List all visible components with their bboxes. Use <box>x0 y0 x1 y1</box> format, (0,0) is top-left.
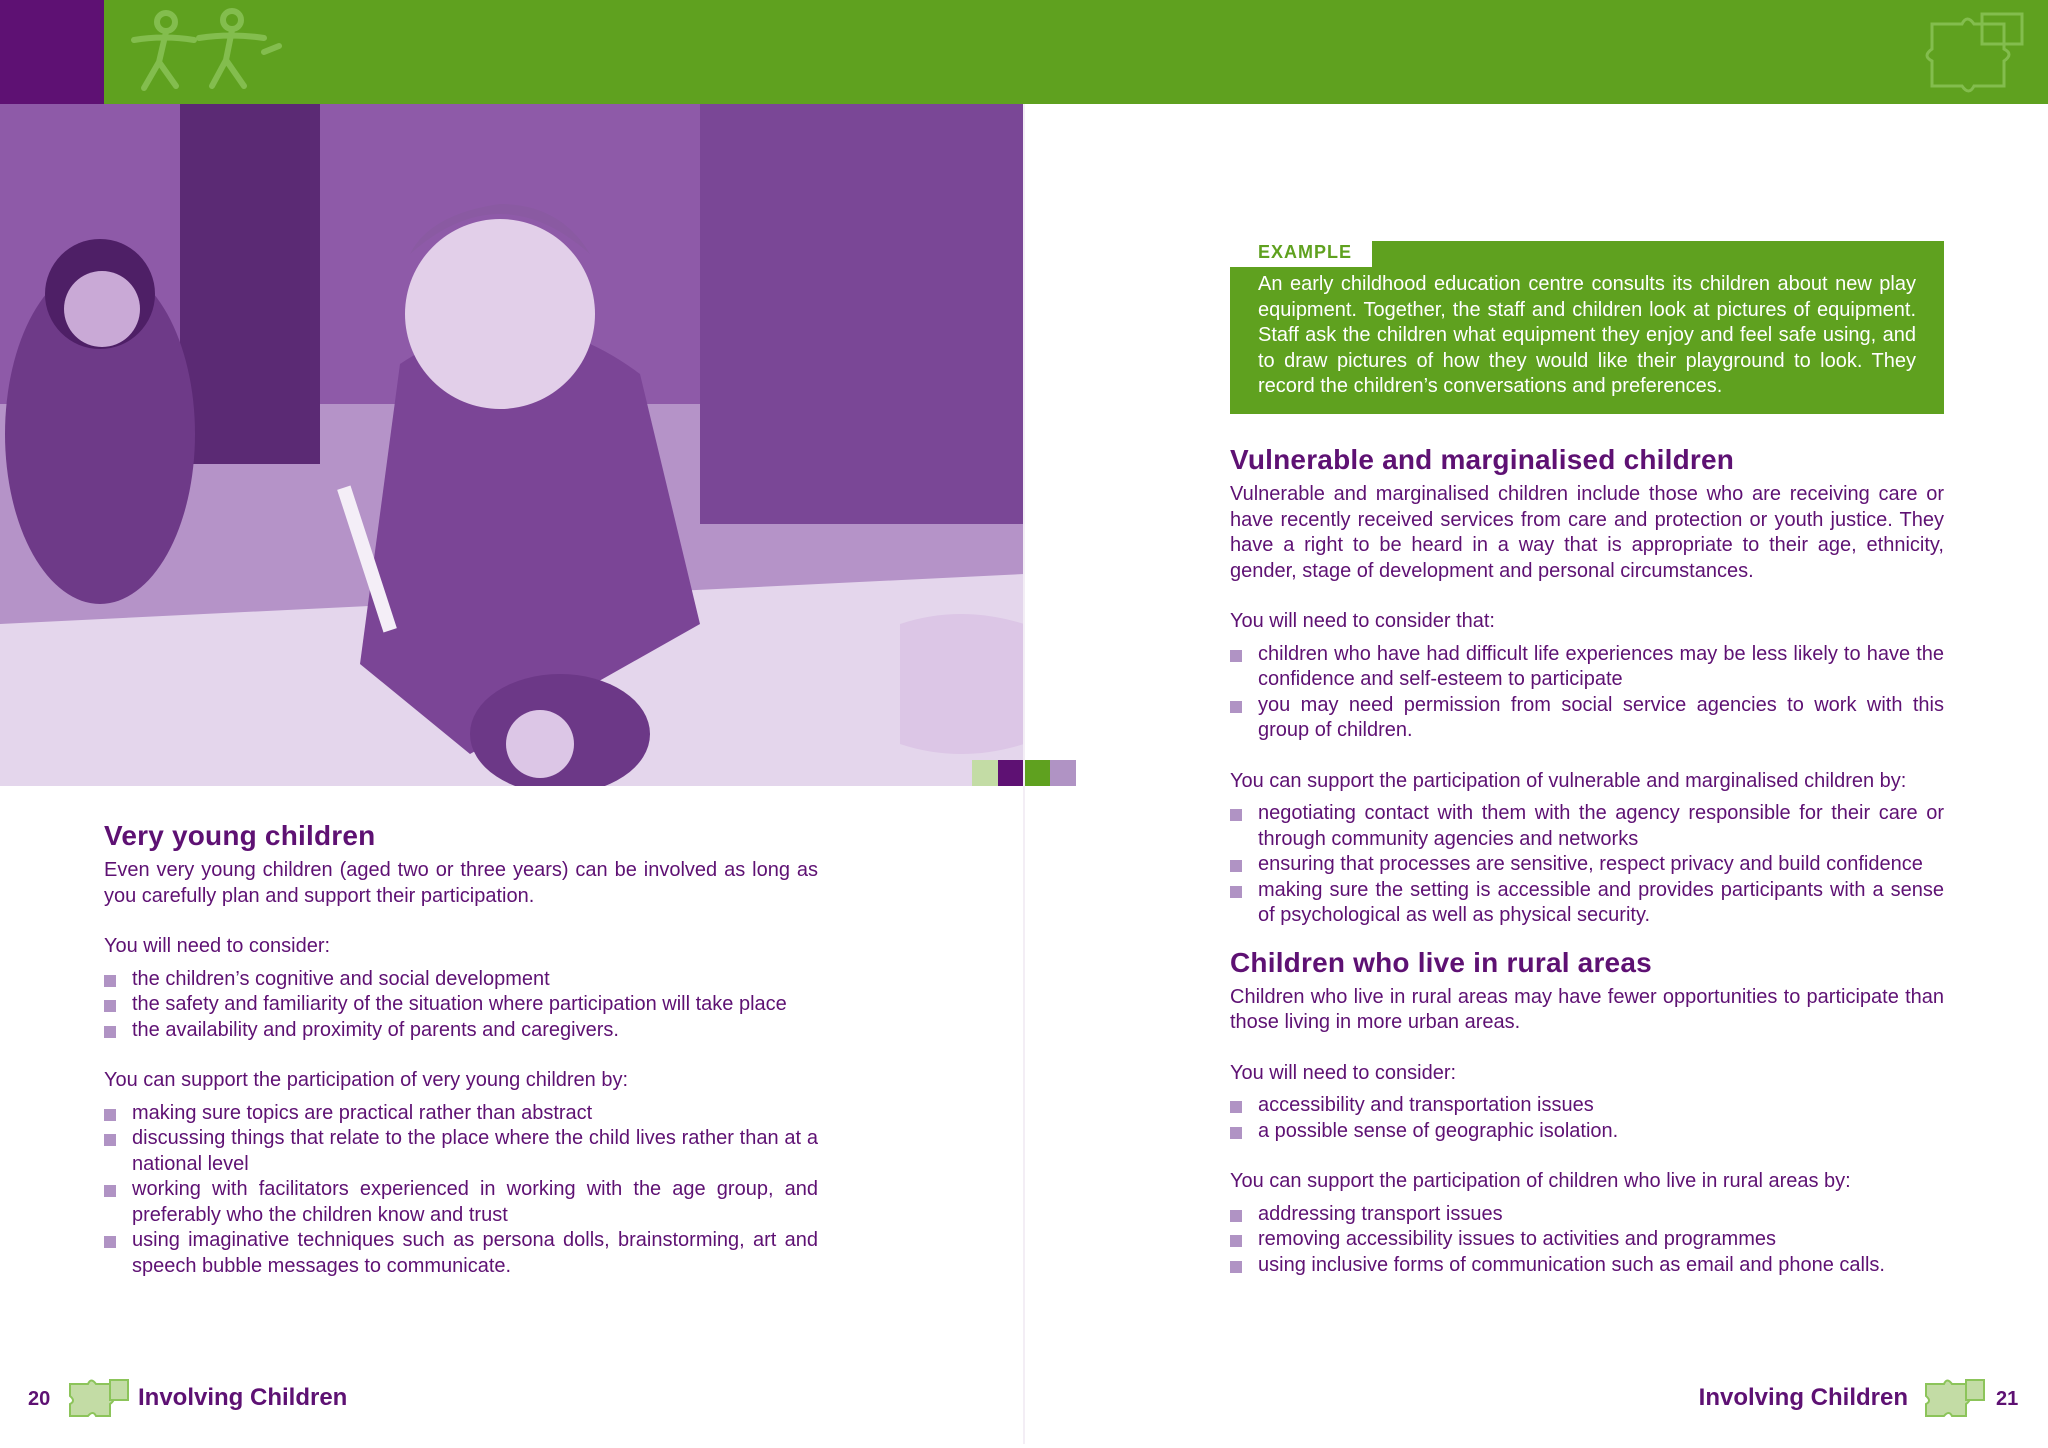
example-label: EXAMPLE <box>1230 240 1372 267</box>
paragraph: Children who live in rural areas may have fewer opportunities to participate than those living in more urban areas. <box>1230 985 1944 1033</box>
puzzle-icon <box>66 1374 132 1420</box>
bullet-list <box>1230 1093 1944 1144</box>
list-item: the availability and proximity of parents and caregivers. <box>104 1018 818 1044</box>
heading-vulnerable-children: Vulnerable and marginalised children <box>1230 444 1735 475</box>
example-callout <box>1230 240 1944 414</box>
heading-rural-children: Children who live in rural areas <box>1230 946 1652 978</box>
square-bullet-icon <box>104 1236 116 1248</box>
bullet-list <box>1230 1202 1944 1279</box>
footer-title-right: Involving Children <box>1698 1384 1908 1411</box>
square-bullet-icon <box>104 1000 116 1012</box>
list-item: ensuring that processes are sensitive, respect privacy and build confidence <box>1230 852 1944 878</box>
list-item: the safety and familiarity of the situation where participation will take place <box>104 992 818 1018</box>
example-text: An early childhood education centre consults its children about new play equipment. Together, the staff and children look at pictures of equipment. Staff ask the children what equipment they enjoy and feel safe using, and to draw pictures of how they would like their playground to look. They record the children’s conversations and preferences. <box>1258 273 1916 397</box>
list-lead: You can support the participation of vulnerable and marginalised children by: <box>1230 769 1907 792</box>
header-corner-block <box>0 0 104 104</box>
square-bullet-icon <box>104 1134 116 1146</box>
square-bullet-icon <box>1230 1127 1242 1139</box>
list-item: addressing transport issues <box>1230 1202 1944 1228</box>
figures-logo-icon <box>104 0 284 104</box>
page-number-right: 21 <box>1996 1388 2019 1410</box>
header-green-bar <box>104 0 2048 104</box>
right-column <box>1230 444 1944 1303</box>
bullet-list <box>1230 642 1944 744</box>
list-item: negotiating contact with them with the agency responsible for their care or through community agencies and networks <box>1230 801 1944 852</box>
heading-very-young-children: Very young children <box>104 820 376 851</box>
list-item: discussing things that relate to the place where the child lives rather than at a national level <box>104 1126 818 1177</box>
accent-square <box>998 760 1024 786</box>
footer-title-left: Involving Children <box>138 1384 348 1411</box>
bullet-list <box>104 1101 818 1280</box>
list-lead: You will need to consider that: <box>1230 610 1495 632</box>
square-bullet-icon <box>104 1026 116 1038</box>
photo-child-drawing <box>0 104 1024 786</box>
list-item: you may need permission from social service agencies to work with this group of children. <box>1230 693 1944 744</box>
square-bullet-icon <box>1230 1210 1242 1222</box>
square-bullet-icon <box>1230 886 1242 898</box>
paragraph: Even very young children (aged two or three years) can be involved as long as you carefully plan and support their participation. <box>104 859 818 907</box>
list-item: working with facilitators experienced in working with the age group, and preferably who the children know and trust <box>104 1177 818 1228</box>
bullet-list <box>104 967 818 1044</box>
list-item: children who have had difficult life experiences may be less likely to have the confidence and self-esteem to participate <box>1230 642 1944 693</box>
square-bullet-icon <box>1230 860 1242 872</box>
square-bullet-icon <box>104 975 116 987</box>
page-number-left: 20 <box>28 1388 51 1410</box>
list-lead: You can support the participation of very young children by: <box>104 1069 629 1091</box>
square-bullet-icon <box>104 1185 116 1197</box>
puzzle-watermark-icon <box>1922 4 2042 100</box>
list-item: making sure topics are practical rather than abstract <box>104 1101 818 1127</box>
square-bullet-icon <box>1230 650 1242 662</box>
list-item: making sure the setting is accessible and provides participants with a sense of psychological as well as physical security. <box>1230 878 1944 929</box>
list-item: accessibility and transportation issues <box>1230 1093 1944 1119</box>
list-item: the children’s cognitive and social development <box>104 967 818 993</box>
list-item: using imaginative techniques such as persona dolls, brainstorming, art and speech bubble messages to communicate. <box>104 1228 818 1279</box>
accent-square <box>1050 760 1076 786</box>
square-bullet-icon <box>1230 701 1242 713</box>
page-fold <box>1023 104 1025 1444</box>
left-column <box>104 820 818 1304</box>
square-bullet-icon <box>1230 1101 1242 1113</box>
puzzle-icon <box>1922 1374 1988 1420</box>
paragraph: Vulnerable and marginalised children include those who are receiving care or have recently received services from care and protection or youth justice. They have a right to be heard in a way that is appropriate to their age, ethnicity, gender, stage of development and personal circumstances. <box>1230 483 1944 582</box>
square-bullet-icon <box>1230 1261 1242 1273</box>
list-lead: You will need to consider: <box>104 935 331 957</box>
bullet-list <box>1230 801 1944 929</box>
list-lead: You will need to consider: <box>1230 1061 1457 1084</box>
square-bullet-icon <box>1230 1235 1242 1247</box>
accent-square <box>972 760 998 786</box>
list-lead: You can support the participation of children who live in rural areas by: <box>1230 1170 1851 1192</box>
square-bullet-icon <box>104 1109 116 1121</box>
accent-square <box>1024 760 1050 786</box>
square-bullet-icon <box>1230 809 1242 821</box>
list-item: a possible sense of geographic isolation. <box>1230 1119 1944 1145</box>
list-item: removing accessibility issues to activities and programmes <box>1230 1227 1944 1253</box>
list-item: using inclusive forms of communication such as email and phone calls. <box>1230 1253 1944 1279</box>
